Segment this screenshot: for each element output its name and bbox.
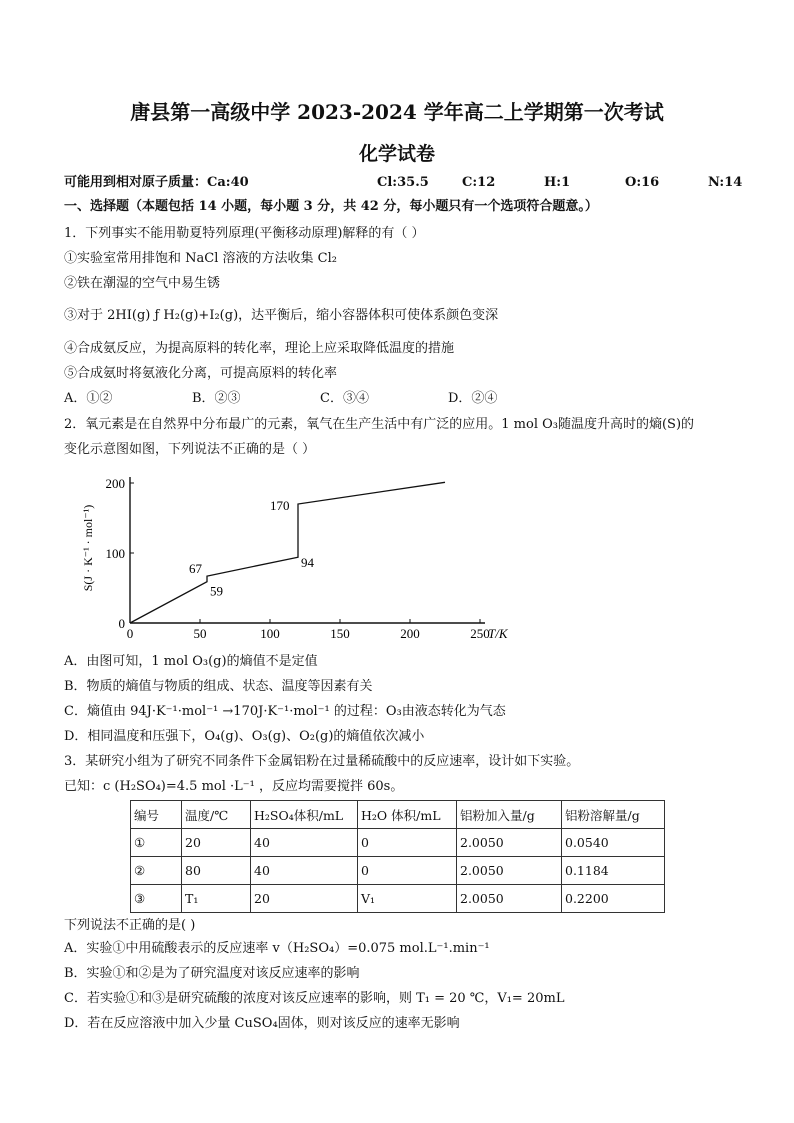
q3-option-d: D．若在反应溶液中加入少量 CuSO₄固体，则对该反应的速率无影响 — [64, 1016, 460, 1031]
q3-known: 已知：c (H₂SO₄)=4.5 mol ·L⁻¹ ，反应均需要搅拌 60s。 — [64, 779, 404, 794]
atomic-mass-ca: Ca:40 — [207, 175, 249, 190]
table-cell: 2.0050 — [457, 857, 562, 885]
q3-stem: 3．某研究小组为了研究不同条件下金属铝粉在过量稀硫酸中的反应速率，设计如下实验。 — [64, 754, 580, 769]
q1-option-c: C．③④ — [320, 391, 369, 406]
table-header-cell: H₂SO₄体积/mL — [251, 801, 358, 829]
q1-item-2: ②铁在潮湿的空气中易生锈 — [64, 276, 221, 291]
x-tick-label: 200 — [400, 626, 420, 641]
table-row — [131, 829, 665, 857]
q1-options — [64, 390, 497, 408]
q3-option-c: C．若实验①和③是研究硫酸的浓度对该反应速率的影响，则 T₁ = 20 ℃，V₁= 20mL — [64, 991, 565, 1006]
x-tick-label: 150 — [330, 626, 350, 641]
point-label: 94 — [301, 555, 314, 571]
exam-title: 唐县第一高级中学 2023-2024 学年高二上学期第一次考试 — [130, 100, 664, 124]
q1-item-3: ③对于 2HI(g) ƒ H₂(g)+I₂(g)，达平衡后，缩小容器体积可使体系颜色变深 — [64, 308, 499, 323]
atomic-mass-c: C:12 — [462, 175, 496, 190]
table-cell: ③ — [131, 885, 182, 913]
q3-option-b: B．实验①和②是为了研究温度对该反应速率的影响 — [64, 966, 360, 981]
point-label: 59 — [210, 583, 223, 599]
table-cell: 20 — [182, 829, 251, 857]
table-cell: 80 — [182, 857, 251, 885]
y-tick-label: 200 — [105, 476, 125, 491]
x-tick-label: 250 — [470, 626, 490, 641]
exam-subtitle: 化学试卷 — [358, 143, 435, 165]
table-cell: 40 — [251, 829, 358, 857]
x-tick-label: 100 — [260, 626, 280, 641]
table-header-cell: 编号 — [131, 801, 182, 829]
q1-option-d: D．②④ — [448, 391, 498, 406]
table-cell: 40 — [251, 857, 358, 885]
x-axis-label: T/K — [488, 626, 508, 641]
q2-stem-line2: 变化示意图如图，下列说法不正确的是（ ） — [64, 442, 316, 457]
table-cell: 0 — [358, 857, 457, 885]
table-cell: 0.1184 — [562, 857, 665, 885]
q1-item-5: ⑤合成氨时将氨液化分离，可提高原料的转化率 — [64, 366, 338, 381]
q1-option-b: B．②③ — [192, 391, 241, 406]
table-cell: 2.0050 — [457, 885, 562, 913]
q1-option-a: A．①② — [64, 391, 113, 406]
atomic-mass-line — [64, 174, 742, 192]
q2-option-b: B．物质的熵值与物质的组成、状态、温度等因素有关 — [64, 679, 373, 694]
table-cell: 0 — [358, 829, 457, 857]
q3-prompt: 下列说法不正确的是( ) — [64, 918, 196, 933]
experiment-table — [130, 800, 665, 913]
table-cell: V₁ — [358, 885, 457, 913]
atomic-mass-h: H:1 — [544, 175, 571, 190]
table-cell: 2.0050 — [457, 829, 562, 857]
q2-stem-line1: 2．氧元素是在自然界中分布最广的元素，氧气在生产生活中有广泛的应用。1 mol O₃随温度升高时的熵(S)的 — [64, 417, 695, 432]
q2-option-a: A．由图可知，1 mol O₃(g)的熵值不是定值 — [64, 654, 318, 669]
table-cell: 0.2200 — [562, 885, 665, 913]
entropy-chart — [70, 470, 508, 650]
atomic-mass-o: O:16 — [625, 175, 660, 190]
q3-option-a: A．实验①中用硫酸表示的反应速率 v（H₂SO₄）=0.075 mol.L⁻¹.min⁻¹ — [64, 941, 490, 956]
q1-stem: 1．下列事实不能用勒夏特列原理(平衡移动原理)解释的有（ ） — [64, 226, 425, 241]
y-tick-label: 0 — [118, 616, 125, 631]
table-row — [131, 885, 665, 913]
y-tick-label: 100 — [105, 546, 125, 561]
q1-item-1: ①实验室常用排饱和 NaCl 溶液的方法收集 Cl₂ — [64, 251, 337, 266]
q1-item-4: ④合成氨反应，为提高原料的转化率，理论上应采取降低温度的措施 — [64, 341, 455, 356]
atomic-mass-n: N:14 — [708, 175, 743, 190]
x-tick-label: 50 — [193, 626, 207, 641]
table-header-cell: H₂O 体积/mL — [358, 801, 457, 829]
table-header-cell: 温度/℃ — [182, 801, 251, 829]
table-cell: 20 — [251, 885, 358, 913]
table-cell: 0.0540 — [562, 829, 665, 857]
table-cell: ① — [131, 829, 182, 857]
x-tick-label: 0 — [126, 626, 134, 641]
table-cell: ② — [131, 857, 182, 885]
y-axis-label: S(J · K⁻¹ · mol⁻¹) — [81, 504, 95, 592]
point-label: 170 — [270, 498, 290, 513]
q2-option-d: D．相同温度和压强下，O₄(g)、O₃(g)、O₂(g)的熵值依次减小 — [64, 729, 425, 744]
atomic-mass-cl: Cl:35.5 — [377, 175, 429, 190]
q2-option-c: C．熵值由 94J·K⁻¹·mol⁻¹ →170J·K⁻¹·mol⁻¹ 的过程：O₃由液态转化为气态 — [64, 704, 506, 719]
table-cell: T₁ — [182, 885, 251, 913]
atomic-mass-label: 可能用到相对原子质量： — [64, 175, 208, 190]
table-header-row — [131, 801, 665, 829]
section1-heading: 一、选择题（本题包括 14 小题，每小题 3 分，共 42 分，每小题只有一个选项符合题意。） — [64, 199, 598, 214]
table-header-cell: 铝粉加入量/g — [457, 801, 562, 829]
point-label: 67 — [189, 561, 202, 577]
table-header-cell: 铝粉溶解量/g — [562, 801, 665, 829]
table-row — [131, 857, 665, 885]
